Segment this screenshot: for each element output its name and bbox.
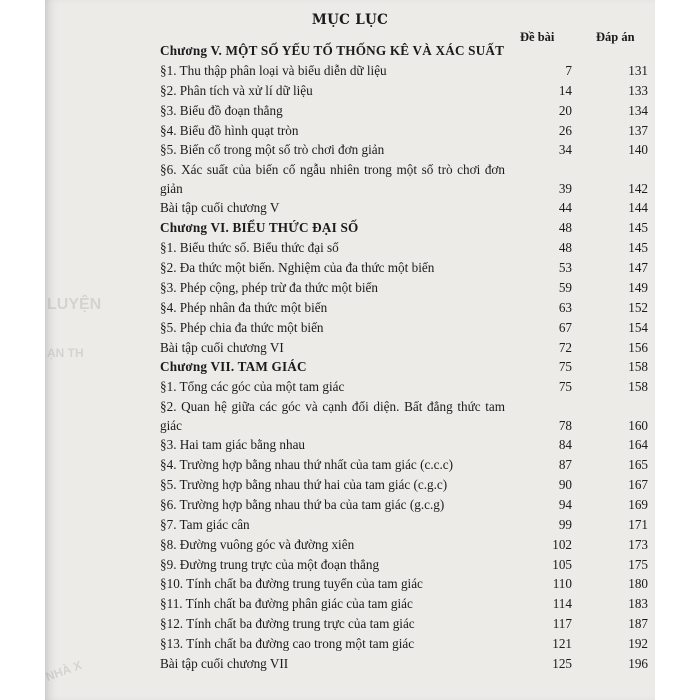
toc-chapter-row (160, 357, 680, 377)
toc-row (160, 140, 680, 160)
toc-row (160, 198, 680, 218)
toc-row (160, 338, 680, 358)
toc-answer-page: 134 (628, 102, 648, 118)
column-header-answers: Đáp án (596, 30, 635, 44)
toc-row (160, 101, 680, 121)
toc-chapter-row (160, 41, 680, 61)
book-page (45, 0, 655, 700)
toc-answer-page: 167 (628, 477, 648, 493)
toc-answer-page: 171 (628, 516, 648, 532)
toc-entry-title: §5. Trường hợp bằng nhau thứ hai của tam giác (c.g.c) (160, 477, 448, 493)
toc-answer-page: 149 (628, 279, 648, 295)
toc-exercise-page: 7 (565, 62, 572, 78)
toc-exercise-page: 34 (558, 142, 572, 158)
toc-row (160, 515, 680, 535)
toc-exercise-page: 53 (558, 260, 572, 276)
toc-entry-title: Bài tập cuối chương VI (160, 339, 284, 355)
toc-row (160, 397, 680, 435)
toc-exercise-page: 75 (558, 359, 572, 375)
toc-entry-title: §2. Quan hệ giữa các góc và cạnh đối diện. Bất đẳng thức tam giác (160, 399, 505, 434)
toc-exercise-page: 99 (558, 516, 572, 532)
toc-answer-page: 145 (628, 220, 648, 236)
toc-exercise-page: 48 (558, 220, 572, 236)
toc-exercise-page: 75 (558, 379, 572, 395)
toc-entry-title: §4. Phép nhân đa thức một biến (160, 299, 328, 315)
toc-exercise-page: 87 (558, 457, 572, 473)
toc-answer-page: 145 (628, 240, 648, 256)
toc-exercise-page: 84 (558, 437, 572, 453)
toc-row (160, 634, 680, 654)
toc-chapter-row (160, 218, 680, 238)
toc-entry-title: §2. Đa thức một biến. Nghiệm của đa thức một biến (160, 260, 435, 276)
toc-entry-title: §8. Đường vuông góc và đường xiên (160, 536, 355, 552)
toc-answer-page: 152 (628, 299, 648, 315)
toc-answer-page: 192 (628, 636, 648, 652)
toc-exercise-page: 48 (558, 240, 572, 256)
toc-entry-title: §4. Biểu đồ hình quạt tròn (160, 122, 299, 138)
toc-row (160, 594, 680, 614)
toc-entry-title: §13. Tính chất ba đường cao trong một tam giác (160, 636, 415, 652)
toc-entry-title: §2. Phân tích và xử lí dữ liệu (160, 82, 313, 98)
toc-row (160, 318, 680, 338)
toc-row (160, 258, 680, 278)
toc-answer-page: 144 (628, 200, 648, 216)
toc-exercise-page: 26 (558, 122, 572, 138)
toc-entry-title: §6. Trường hợp bằng nhau thứ ba của tam giác (g.c.g) (160, 496, 445, 512)
toc-row (160, 614, 680, 634)
toc-entry-title: §12. Tính chất ba đường trung trực của tam giác (160, 616, 415, 632)
toc-entry-title: §3. Biểu đồ đoạn thẳng (160, 102, 283, 118)
toc-entry-title: §1. Biểu thức số. Biểu thức đại số (160, 240, 339, 256)
toc-entry-title: §1. Thu thập phân loại và biểu diễn dữ liệu (160, 62, 387, 78)
toc-entry-title: Chương VI. BIỂU THỨC ĐẠI SỐ (160, 220, 359, 236)
toc-answer-page: 140 (628, 142, 648, 158)
toc-row (160, 278, 680, 298)
toc-list (160, 41, 680, 674)
toc-exercise-page: 105 (552, 556, 572, 572)
toc-exercise-page: 110 (552, 576, 572, 592)
toc-exercise-page: 44 (558, 200, 572, 216)
toc-entry-title: §5. Biến cố trong một số trò chơi đơn giản (160, 142, 385, 158)
toc-row (160, 654, 680, 674)
toc-row (160, 455, 680, 475)
toc-answer-page: 154 (628, 319, 648, 335)
toc-exercise-page: 67 (558, 319, 572, 335)
toc-row (160, 555, 680, 575)
toc-entry-title: §7. Tam giác cân (160, 516, 250, 532)
toc-row (160, 535, 680, 555)
toc-entry-title: §11. Tính chất ba đường phân giác của tam giác (160, 596, 413, 612)
toc-entry-title: §10. Tính chất ba đường trung tuyến của tam giác (160, 576, 423, 592)
toc-entry-title: §3. Hai tam giác bằng nhau (160, 437, 306, 453)
toc-entry-title: §5. Phép chia đa thức một biến (160, 319, 324, 335)
toc-row (160, 574, 680, 594)
toc-row (160, 238, 680, 258)
toc-row (160, 495, 680, 515)
toc-entry-title: §4. Trường hợp bằng nhau thứ nhất của tam giác (c.c.c) (160, 457, 454, 473)
toc-exercise-page: 72 (558, 339, 572, 355)
toc-entry-title: Bài tập cuối chương V (160, 200, 280, 216)
toc-answer-page: 183 (628, 596, 648, 612)
toc-answer-page: 175 (628, 556, 648, 572)
toc-answer-page: 169 (628, 496, 648, 512)
bleed-through-text: LUYỆN (47, 296, 102, 313)
toc-entry-title: §6. Xác suất của biến cố ngẫu nhiên trong một số trò chơi đơn giản (160, 162, 505, 197)
toc-entry-title: Chương VII. TAM GIÁC (160, 359, 307, 375)
toc-exercise-page: 14 (558, 82, 572, 98)
page-title: MỤC LỤC (311, 12, 389, 28)
toc-exercise-page: 20 (558, 102, 572, 118)
toc-row (160, 377, 680, 397)
toc-entry-title: Bài tập cuối chương VII (160, 656, 289, 672)
toc-exercise-page: 117 (552, 616, 572, 632)
toc-answer-page: 156 (628, 339, 648, 355)
toc-exercise-page: 102 (552, 536, 572, 552)
toc-answer-page: 173 (628, 536, 648, 552)
toc-answer-page: 160 (628, 418, 648, 434)
toc-row (160, 61, 680, 81)
toc-exercise-page: 90 (558, 477, 572, 493)
toc-answer-page: 142 (628, 181, 648, 197)
toc-answer-page: 147 (628, 260, 648, 276)
toc-row (160, 121, 680, 141)
toc-entry-title: Chương V. MỘT SỐ YẾU TỐ THỐNG KÊ VÀ XÁC SUẤT (160, 43, 505, 58)
toc-exercise-page: 94 (558, 496, 572, 512)
toc-exercise-page: 63 (558, 299, 572, 315)
toc-exercise-page: 121 (552, 636, 572, 652)
toc-row (160, 81, 680, 101)
bleed-through-text: NHÀ X (43, 658, 84, 684)
toc-answer-page: 133 (628, 82, 648, 98)
toc-exercise-page: 125 (552, 656, 572, 672)
bleed-through-text: ẠN TH (47, 346, 84, 360)
toc-entry-title: §3. Phép cộng, phép trừ đa thức một biến (160, 279, 378, 295)
toc-entry-title: §9. Đường trung trực của một đoạn thẳng (160, 556, 380, 572)
column-header-exercises: Đề bài (520, 30, 555, 44)
toc-exercise-page: 59 (558, 279, 572, 295)
toc-row (160, 298, 680, 318)
toc-answer-page: 196 (628, 656, 648, 672)
toc-answer-page: 165 (628, 457, 648, 473)
toc-answer-page: 158 (628, 359, 648, 375)
toc-exercise-page: 114 (552, 596, 572, 612)
toc-exercise-page: 78 (558, 418, 572, 434)
toc-row (160, 160, 680, 198)
toc-answer-page: 158 (628, 379, 648, 395)
toc-answer-page: 164 (628, 437, 648, 453)
toc-answer-page: 137 (628, 122, 648, 138)
toc-row (160, 435, 680, 455)
toc-entry-title: §1. Tổng các góc của một tam giác (160, 379, 345, 395)
toc-answer-page: 180 (628, 576, 648, 592)
toc-answer-page: 131 (628, 62, 648, 78)
toc-exercise-page: 39 (558, 181, 572, 197)
toc-answer-page: 187 (628, 616, 648, 632)
toc-row (160, 475, 680, 495)
